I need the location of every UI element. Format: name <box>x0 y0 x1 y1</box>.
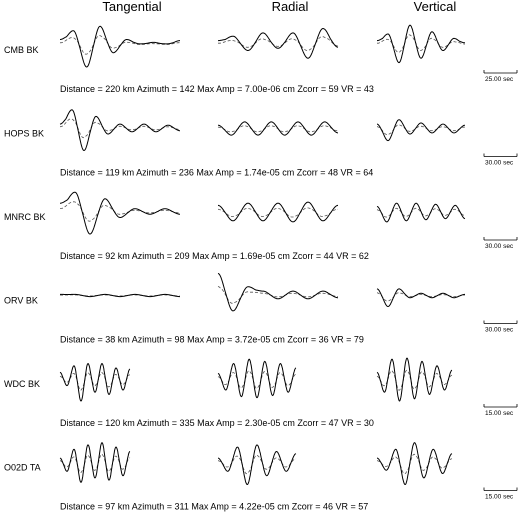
station-info: Distance = 92 km Azimuth = 209 Max Amp = 1.69e-05 cm Zcorr = 44 VR = 62 <box>60 251 369 261</box>
synthetic-trace <box>218 208 338 217</box>
station-info: Distance = 120 km Azimuth = 335 Max Amp = 2.30e-05 cm Zcorr = 47 VR = 30 <box>60 418 374 428</box>
station-info: Distance = 220 km Azimuth = 142 Max Amp = 7.00e-06 cm Zcorr = 59 VR = 43 <box>60 84 374 94</box>
time-scale-label: 15.00 sec <box>485 493 514 501</box>
time-scale-label: 15.00 sec <box>485 410 514 417</box>
column-header-tangential: Tangential <box>102 0 162 14</box>
station-info: Distance = 38 km Azimuth = 98 Max Amp = 3.72e-05 cm Zcorr = 36 VR = 79 <box>60 334 364 345</box>
station-row <box>4 110 517 178</box>
station-name: O02D TA <box>4 462 41 473</box>
observed-trace <box>60 294 180 296</box>
station-info: Distance = 119 km Azimuth = 236 Max Amp = 1.74e-05 cm Zcorr = 48 VR = 64 <box>60 167 374 178</box>
station-rows <box>4 25 517 511</box>
synthetic-trace <box>377 125 465 135</box>
observed-trace <box>218 122 338 135</box>
column-header-vertical: Vertical <box>413 0 457 14</box>
synthetic-trace <box>218 455 296 474</box>
synthetic-trace <box>60 36 180 55</box>
observed-trace <box>60 110 180 151</box>
observed-trace <box>377 289 465 307</box>
observed-trace <box>377 120 465 141</box>
observed-trace <box>60 443 130 483</box>
station-info: Distance = 97 km Azimuth = 311 Max Amp = 4.22e-05 cm Zcorr = 46 VR = 57 <box>60 501 369 512</box>
observed-trace <box>218 359 296 398</box>
station-name: HOPS BK <box>4 128 45 139</box>
observed-trace <box>377 203 465 222</box>
station-row <box>4 192 517 261</box>
time-scale-label: 30.00 sec <box>485 243 514 250</box>
observed-trace <box>218 445 296 485</box>
station-row <box>4 358 517 428</box>
observed-trace <box>377 358 452 401</box>
observed-trace <box>60 364 130 401</box>
observed-trace <box>377 25 465 62</box>
station-row <box>4 25 517 94</box>
station-name: ORV BK <box>4 295 38 306</box>
observed-trace <box>60 26 180 67</box>
station-name: WDC BK <box>4 379 40 389</box>
observed-trace <box>218 29 338 59</box>
station-row <box>4 443 517 512</box>
column-header-radial: Radial <box>271 0 309 14</box>
synthetic-trace <box>218 286 338 303</box>
station-name: CMB BK <box>4 45 39 55</box>
synthetic-trace <box>60 202 180 221</box>
station-row <box>4 274 517 345</box>
station-name: MNRC BK <box>4 212 46 222</box>
time-scale-label: 30.00 sec <box>485 159 514 167</box>
time-scale-label: 30.00 sec <box>485 326 514 334</box>
observed-trace <box>218 202 338 222</box>
time-scale-label: 25.00 sec <box>485 76 514 83</box>
observed-trace <box>218 274 338 311</box>
observed-trace <box>60 192 180 234</box>
observed-trace <box>377 443 452 485</box>
